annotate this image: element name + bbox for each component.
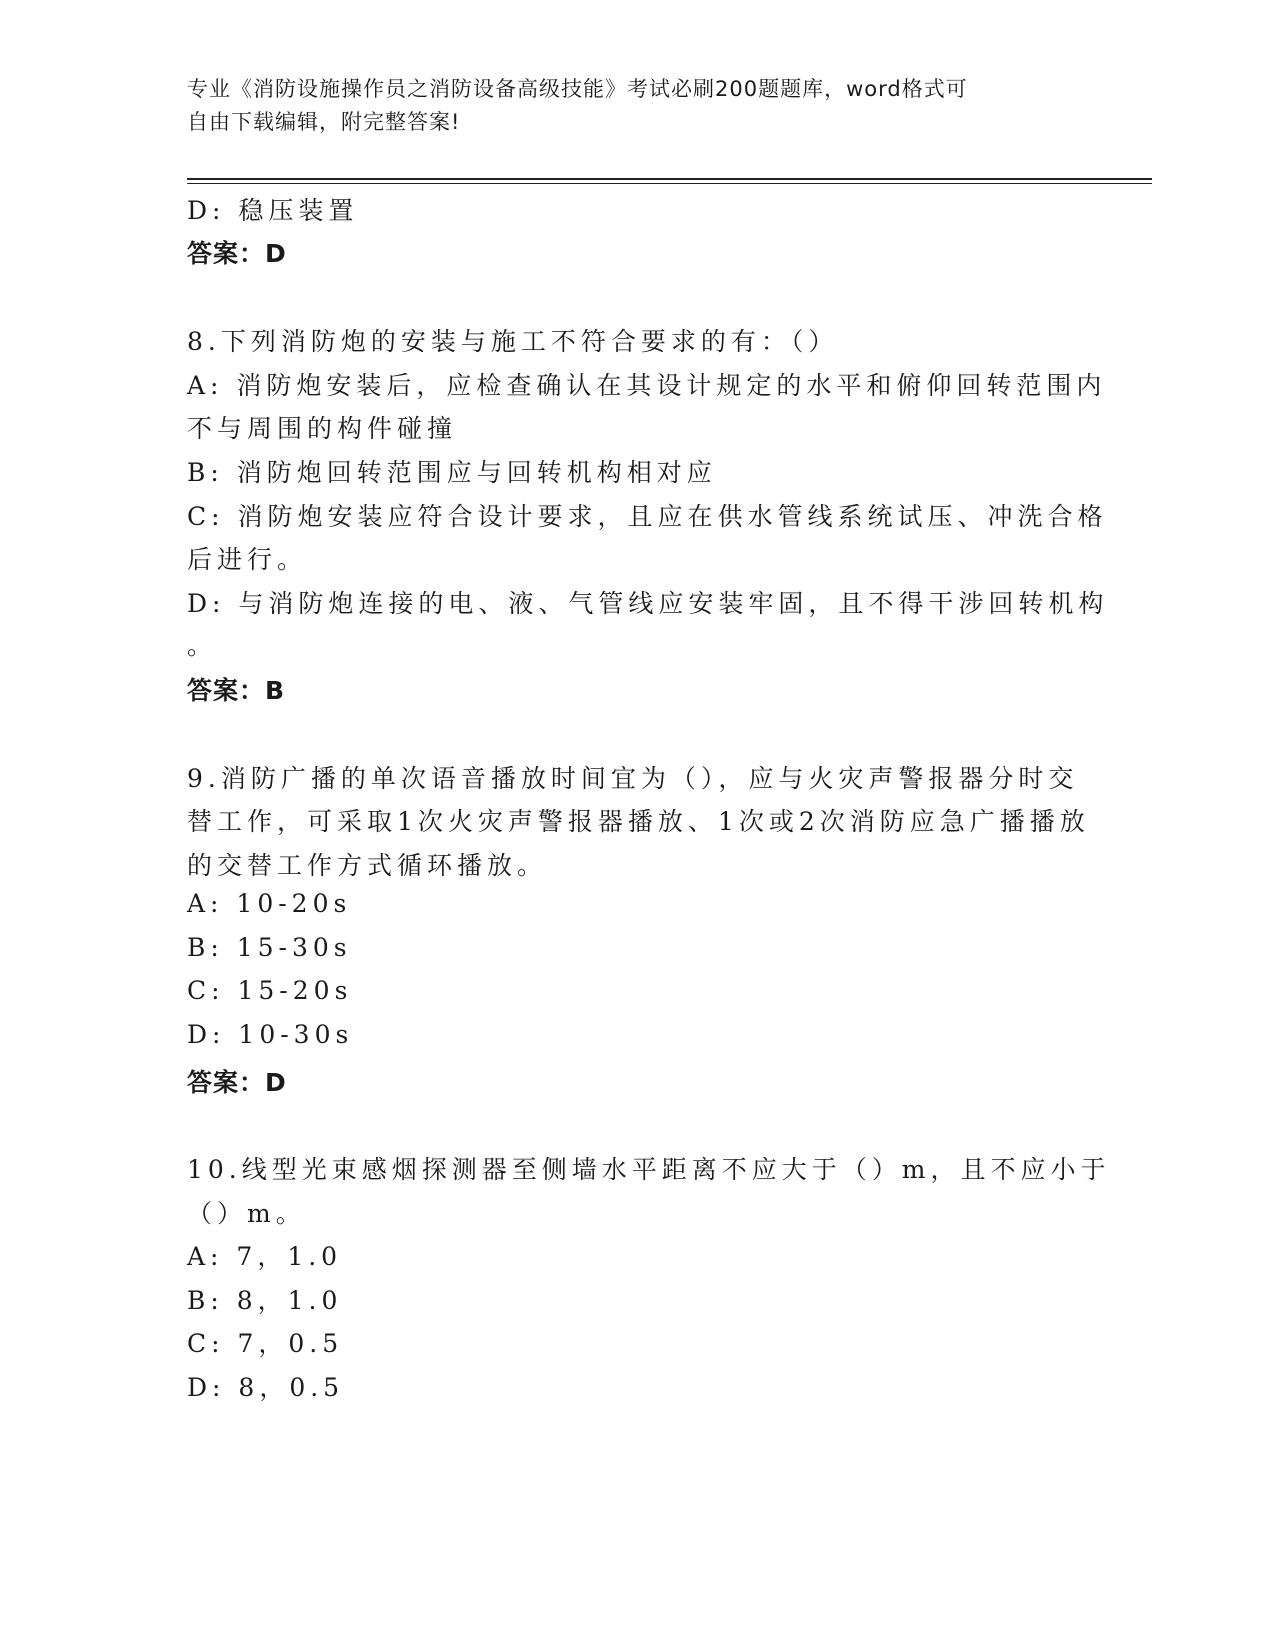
q8-answer: 答案：B (187, 676, 286, 705)
q9-stem-line-3: 的交替工作方式循环播放。 (187, 851, 548, 880)
q10-option-b: B: 8，1.0 (187, 1286, 343, 1315)
q9-answer: 答案：D (187, 1068, 287, 1097)
q10-option-c: C: 7，0.5 (187, 1329, 344, 1358)
q9-option-a: A: 10-20s (187, 889, 352, 918)
q9-option-b: B: 15-30s (187, 933, 352, 962)
header-divider-thick (187, 178, 1152, 180)
q9-option-c: C: 15-20s (187, 976, 353, 1005)
q8-option-d-line-2: 。 (187, 631, 218, 660)
q10-stem-line-1: 10.线型光束感烟探测器至侧墙水平距离不应大于（）m，且不应小于 (187, 1155, 1111, 1184)
header-divider-thin (187, 183, 1152, 184)
q8-option-c-line-1: C: 消防炮安装应符合设计要求，且应在供水管线系统试压、冲洗合格 (187, 502, 1108, 531)
q8-option-c-line-2: 后进行。 (187, 545, 308, 574)
q9-option-d: D: 10-30s (187, 1020, 354, 1049)
q8-stem: 8.下列消防炮的安装与施工不符合要求的有：（） (187, 327, 839, 356)
q8-option-a-line-1: A: 消防炮安装后，应检查确认在其设计规定的水平和俯仰回转范围内 (187, 371, 1107, 400)
q9-stem-line-1: 9.消防广播的单次语音播放时间宜为（），应与火灾声警报器分时交 (187, 764, 1079, 793)
q8-option-d-line-1: D: 与消防炮连接的电、液、气管线应安装牢固，且不得干涉回转机构 (187, 589, 1109, 618)
q8-option-a-line-2: 不与周围的构件碰撞 (187, 414, 458, 443)
q10-option-a: A: 7，1.0 (187, 1242, 343, 1271)
q7-option-d: D: 稳压装置 (187, 196, 359, 225)
q8-option-b: B: 消防炮回转范围应与回转机构相对应 (187, 458, 717, 487)
q10-option-d: D: 8，0.5 (187, 1373, 345, 1402)
q9-stem-line-2: 替工作，可采取1次火灾声警报器播放、1次或2次消防应急广播播放 (187, 807, 1090, 836)
header-line-2: 自由下载编辑，附完整答案! (187, 110, 461, 134)
q7-answer: 答案：D (187, 239, 287, 268)
document-header (187, 73, 1067, 139)
header-line-1: 专业《消防设施操作员之消防设备高级技能》考试必刷200题题库，word格式可 (187, 77, 968, 101)
q10-stem-line-2: （）m。 (187, 1199, 306, 1228)
